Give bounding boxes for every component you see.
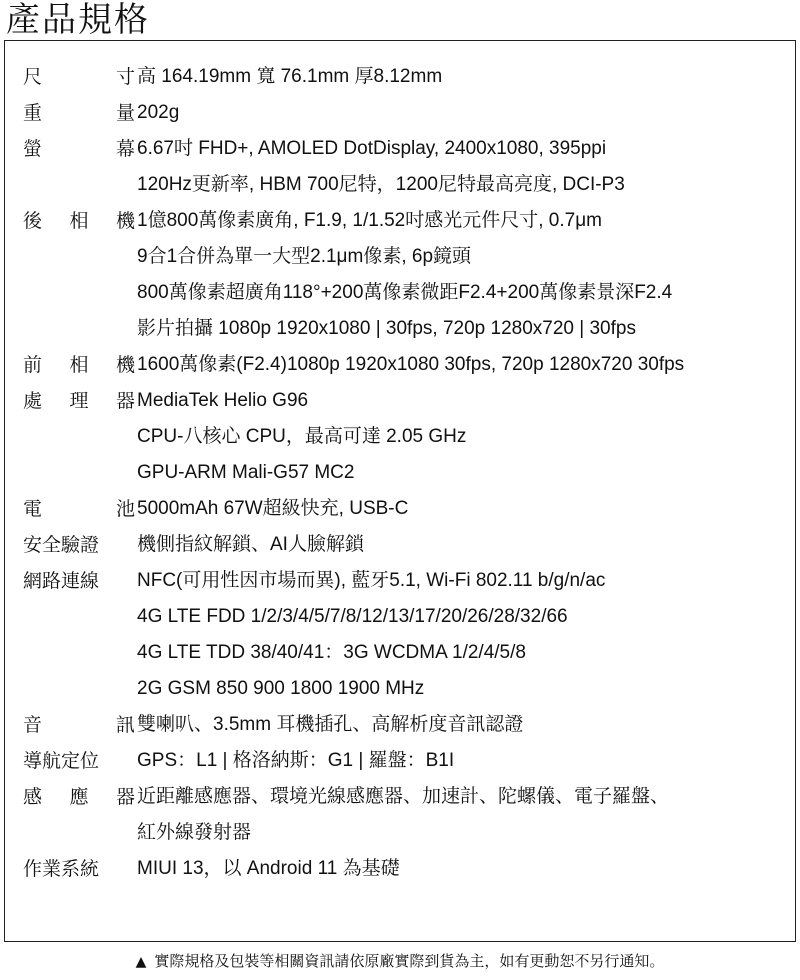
footer-text: 實際規格及包裝等相關資訊請依原廠實際到貨為主，如有更動恕不另行通知。	[154, 952, 665, 970]
page-title: 產品規格	[6, 0, 150, 40]
spec-label-char: 安全驗證	[23, 534, 100, 556]
spec-row	[23, 347, 785, 383]
spec-value-line: 機側指紋解鎖、AI人臉解鎖	[137, 534, 364, 555]
spec-label	[23, 131, 135, 203]
spec-label	[23, 527, 135, 563]
spec-label-char: 幕	[115, 138, 135, 160]
spec-row	[23, 743, 785, 779]
spec-value-line: MediaTek Helio G96	[137, 390, 309, 411]
spec-row	[23, 95, 785, 131]
spec-list	[23, 59, 785, 887]
spec-row	[23, 59, 785, 95]
spec-value-line: 2G GSM 850 900 1800 1900 MHz	[137, 678, 425, 699]
spec-label	[23, 851, 135, 887]
spec-row	[23, 203, 785, 347]
spec-label	[23, 347, 135, 383]
spec-row	[23, 383, 785, 491]
spec-label	[23, 779, 135, 851]
spec-label-char: 電	[23, 498, 43, 520]
spec-label-char: 寸	[115, 66, 135, 88]
spec-values	[135, 851, 785, 887]
spec-value-line: 202g	[137, 102, 180, 123]
spec-values	[135, 59, 785, 95]
spec-value-line: 9合1合併為單一大型2.1μm像素, 6p鏡頭	[137, 246, 472, 267]
spec-values	[135, 347, 785, 383]
spec-value-line: 1億800萬像素廣角, F1.9, 1/1.52吋感光元件尺寸, 0.7μm	[137, 210, 602, 231]
spec-label-char: 重	[23, 102, 43, 124]
spec-label-char: 器	[115, 390, 135, 412]
spec-value-line: 影片拍攝 1080p 1920x1080 | 30fps, 720p 1280x720 | 30fps	[137, 318, 636, 339]
spec-label-char: 網路連線	[23, 570, 100, 592]
spec-label	[23, 203, 135, 347]
spec-label	[23, 491, 135, 527]
spec-value-line: MIUI 13，以 Android 11 為基礎	[137, 858, 400, 879]
spec-label-char: 訊	[115, 714, 135, 736]
spec-label-char: 器	[115, 786, 135, 808]
spec-label-char: 機	[115, 354, 135, 376]
spec-label-char: 尺	[23, 66, 43, 88]
spec-label-char: 量	[115, 102, 135, 124]
spec-values	[135, 95, 785, 131]
spec-label-char: 應	[69, 786, 89, 808]
spec-row	[23, 563, 785, 707]
spec-row	[23, 707, 785, 743]
spec-value-line: 120Hz更新率, HBM 700尼特，1200尼特最高亮度, DCI-P3	[137, 174, 625, 195]
spec-label-char: 螢	[23, 138, 43, 160]
spec-label-char: 音	[23, 714, 43, 736]
spec-values	[135, 383, 785, 491]
spec-panel	[4, 40, 796, 942]
spec-value-line: 5000mAh 67W超級快充, USB-C	[137, 498, 409, 519]
spec-label-char: 相	[69, 354, 89, 376]
spec-row	[23, 131, 785, 203]
spec-label	[23, 563, 135, 707]
spec-value-line: NFC(可用性因市場而異), 藍牙5.1, Wi-Fi 802.11 b/g/n/ac	[137, 570, 606, 591]
spec-values	[135, 491, 785, 527]
spec-label-char: 池	[115, 498, 135, 520]
spec-values	[135, 131, 785, 203]
spec-value-line: 4G LTE TDD 38/40/41：3G WCDMA 1/2/4/5/8	[137, 642, 526, 663]
spec-values	[135, 707, 785, 743]
spec-values	[135, 563, 785, 707]
spec-label-char: 感	[23, 786, 43, 808]
spec-row	[23, 851, 785, 887]
spec-values	[135, 527, 785, 563]
spec-value-line: CPU-八核心 CPU，最高可達 2.05 GHz	[137, 426, 467, 447]
spec-row	[23, 491, 785, 527]
spec-value-line: 雙喇叭、3.5mm 耳機插孔、高解析度音訊認證	[137, 714, 524, 735]
spec-value-line: 4G LTE FDD 1/2/3/4/5/7/8/12/13/17/20/26/28/32/66	[137, 606, 568, 627]
spec-label-char: 理	[69, 390, 89, 412]
warning-triangle-icon: ▲	[135, 954, 147, 970]
spec-value-line: 800萬像素超廣角118°+200萬像素微距F2.4+200萬像素景深F2.4	[137, 282, 673, 303]
spec-label-char: 後	[23, 210, 43, 232]
spec-label	[23, 743, 135, 779]
spec-label-char: 相	[69, 210, 89, 232]
spec-row	[23, 527, 785, 563]
spec-values	[135, 779, 785, 851]
spec-label	[23, 707, 135, 743]
spec-label-char: 機	[115, 210, 135, 232]
spec-value-line: GPU-ARM Mali-G57 MC2	[137, 462, 355, 483]
spec-label-char: 作業系統	[23, 858, 100, 880]
spec-label	[23, 95, 135, 131]
spec-label	[23, 59, 135, 95]
spec-label-char: 前	[23, 354, 43, 376]
spec-values	[135, 203, 785, 347]
spec-label-char: 處	[23, 390, 43, 412]
spec-value-line: 1600萬像素(F2.4)1080p 1920x1080 30fps, 720p 1280x720 30fps	[137, 354, 685, 375]
spec-label	[23, 383, 135, 491]
spec-value-line: 近距離感應器、環境光線感應器、加速計、陀螺儀、電子羅盤、	[137, 786, 670, 807]
spec-value-line: 高 164.19mm 寬 76.1mm 厚8.12mm	[137, 66, 443, 87]
spec-row	[23, 779, 785, 851]
spec-label-char: 導航定位	[23, 750, 100, 772]
spec-value-line: 紅外線發射器	[137, 822, 252, 843]
footer-note	[0, 946, 800, 977]
spec-values	[135, 743, 785, 779]
spec-value-line: GPS：L1 | 格洛納斯：G1 | 羅盤：B1I	[137, 750, 455, 771]
spec-value-line: 6.67吋 FHD+, AMOLED DotDisplay, 2400x1080, 395ppi	[137, 138, 607, 159]
